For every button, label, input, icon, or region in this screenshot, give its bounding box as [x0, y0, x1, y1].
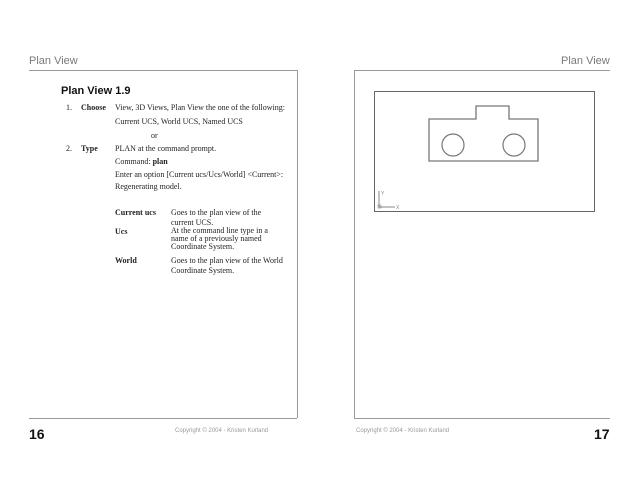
step-number: 2.: [66, 144, 72, 153]
plan-view-drawing: [374, 91, 595, 212]
page-number: 17: [594, 426, 610, 442]
option-term: Ucs: [115, 227, 128, 236]
copyright: Copyright © 2004 - Kristen Kurland: [356, 428, 450, 434]
copyright: Copyright © 2004 - Kristen Kurland: [175, 428, 269, 434]
right-page: [319, 0, 638, 493]
right-page-header: Plan View: [561, 55, 610, 67]
step-text: PLAN at the command prompt.: [115, 144, 217, 153]
page-number: 16: [29, 426, 45, 442]
step-verb: Type: [81, 144, 98, 153]
ucs-y-label: Y: [381, 191, 385, 197]
step-text: Enter an option [Current ucs/Ucs/World] <Current>:: [115, 170, 284, 179]
command-prefix: Command:: [115, 157, 153, 166]
section-title: Plan View 1.9: [61, 85, 131, 97]
margin-rule: [354, 70, 355, 418]
header-rule: [29, 70, 297, 71]
footer-rule: [29, 418, 297, 419]
header-rule: [354, 70, 610, 71]
step-number: 1.: [66, 103, 72, 112]
command-text: plan: [152, 157, 168, 166]
option-desc: Goes to the plan view of the World Coordinate System.: [171, 256, 283, 275]
option-term: World: [115, 256, 137, 265]
step-verb: Choose: [81, 103, 106, 112]
step-text: View, 3D Views, Plan View the one of the following:: [115, 103, 285, 112]
step-text: or: [151, 131, 158, 140]
ucs-x-label: X: [396, 205, 400, 211]
option-term: Current ucs: [115, 208, 156, 217]
step-text: Current UCS, World UCS, Named UCS: [115, 117, 243, 126]
option-desc: At the command line type in a name of a previously named Coordinate System.: [171, 226, 268, 251]
left-page-header: Plan View: [29, 55, 78, 67]
margin-rule: [297, 70, 298, 418]
step-text: Regenerating model.: [115, 182, 182, 191]
footer-rule: [354, 418, 610, 419]
command-line: [115, 157, 168, 167]
option-desc: Goes to the plan view of the current UCS.: [171, 208, 262, 227]
viewport-frame: [375, 92, 595, 212]
